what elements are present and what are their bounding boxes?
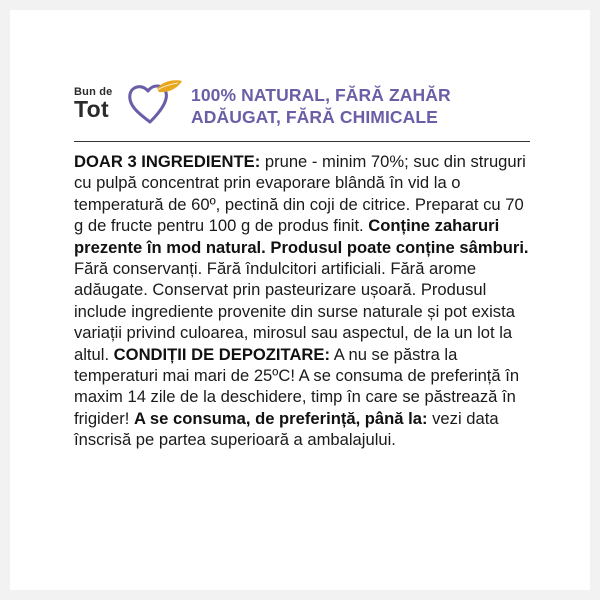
ingredients-label: DOAR 3 INGREDIENTE:	[74, 152, 261, 171]
logo-small-text: Bun de	[74, 86, 113, 98]
tagline-line-2: ADĂUGAT, FĂRĂ CHIMICALE	[191, 107, 438, 127]
label-card	[10, 10, 590, 590]
header	[74, 76, 530, 142]
natural-sugars-notice: Conține zaharuri prezente în mod natural. Produsul poate conține sâmburi.	[74, 216, 529, 257]
storage-label: CONDIȚII DE DEPOZITARE:	[113, 344, 331, 364]
storage-text: A nu se păstra la temperaturi mai mari de 25ºC! A se consuma de preferință în maxim 14 zile de la deschidere, timp în care se păstrează în frigider!	[74, 344, 520, 428]
tagline-line-1: 100% NATURAL, FĂRĂ ZAHĂR	[191, 85, 451, 105]
label-body-text	[74, 151, 534, 451]
best-before-label: A se consuma, de preferință, până la:	[133, 408, 428, 428]
heart-leaf-icon	[124, 78, 186, 128]
brand-logo	[74, 76, 184, 134]
best-before-text: vezi data înscrisă pe partea superioară a ambalajului.	[74, 408, 499, 450]
logo-big-text: Tot	[74, 96, 109, 122]
additives-text: Fără conservanți. Fără îndulcitori artificiali. Fără arome adăugate. Conservat prin pasteurizare ușoară. Produsul include ingrediente provenite din surse naturale și pot exista variații privind culoarea, mirosul sau aspectul, de la un lot la altul.	[74, 259, 515, 364]
product-tagline	[191, 84, 531, 128]
header-divider	[74, 141, 530, 142]
ingredients-text: prune - minim 70%; suc din struguri cu pulpă concentrat prin evaporare blândă în vid la o temperatură de 60º, pectină din coji de citrice. Preparat cu 70 g de fructe pentru 100 g de produs finit.	[74, 152, 526, 236]
